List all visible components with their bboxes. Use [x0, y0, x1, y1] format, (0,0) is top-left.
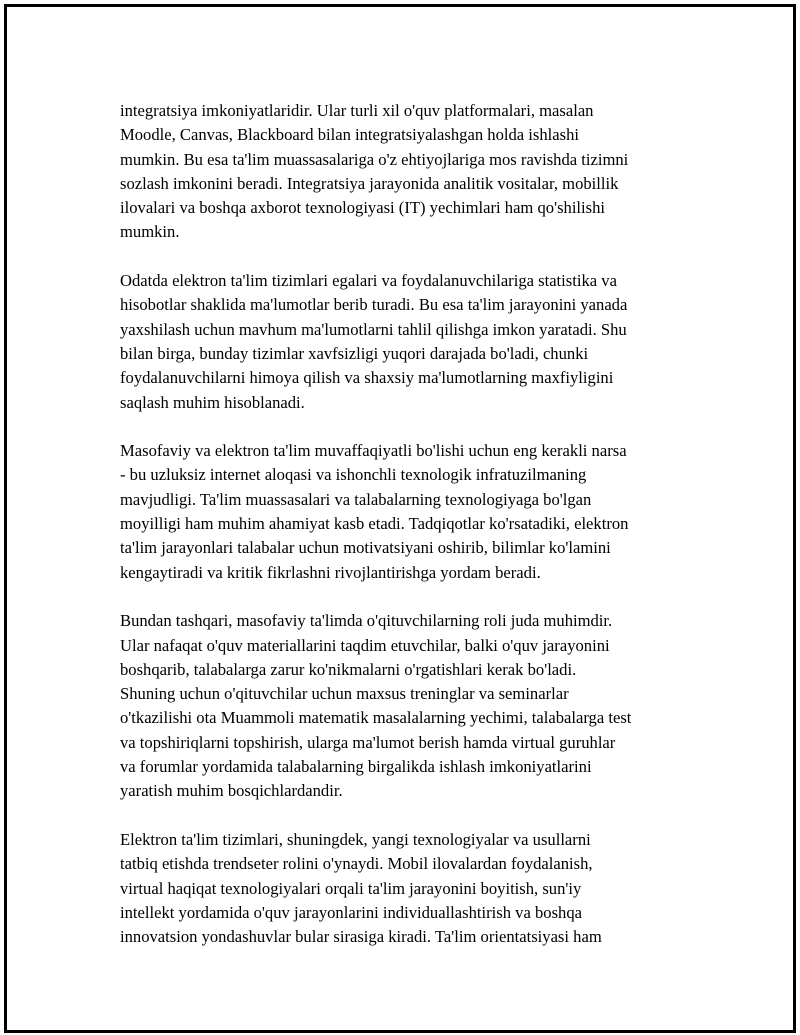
text-line: ilovalari va boshqa axborot texnologiyasi (IT) yechimlari ham qo'shilishi	[120, 198, 606, 218]
text-line: Elektron ta'lim tizimlari, shuningdek, yangi texnologiyalar va usullarni	[120, 829, 591, 849]
text-line: innovatsion yondashuvlar bular sirasiga kiradi. Ta'lim orientatsiyasi ham	[120, 927, 602, 947]
text-line: integratsiya imkoniyatlaridir. Ular turli xil o'quv platformalari, masalan	[120, 101, 594, 120]
text-line: - bu uzluksiz internet aloqasi va ishonchli texnologik infratuzilmaning	[120, 465, 587, 485]
text-line: va forumlar yordamida talabalarning birgalikda ishlash imkoniyatlarini	[120, 757, 592, 777]
paragraph-3	[120, 439, 700, 585]
text-line: ta'lim jarayonlari talabalar uchun motivatsiyani oshirib, bilimlar ko'lamini	[120, 538, 611, 558]
text-line: Bundan tashqari, masofaviy ta'limda o'qituvchilarning roli juda muhimdir.	[120, 611, 613, 631]
text-line: kengaytiradi va kritik fikrlashni rivojlantirishga yordam beradi.	[120, 562, 541, 582]
text-line: mumkin.	[120, 222, 180, 242]
paragraph-4	[120, 609, 700, 803]
text-line: Odatda elektron ta'lim tizimlari egalari va foydalanuvchilariga statistika va	[120, 271, 617, 291]
page-frame	[4, 4, 796, 1033]
document-body	[120, 99, 700, 949]
text-line: mumkin. Bu esa ta'lim muassasalariga o'z ehtiyojlariga mos ravishda tizimni	[120, 149, 629, 169]
paragraph-2	[120, 269, 700, 415]
text-line: yaratish muhim bosqichlardandir.	[120, 781, 343, 801]
paragraph-5	[120, 828, 700, 949]
text-line: Masofaviy va elektron ta'lim muvaffaqiyatli bo'lishi uchun eng kerakli narsa	[120, 441, 627, 461]
text-line: moyilligi ham muhim ahamiyat kasb etadi. Tadqiqotlar ko'rsatadiki, elektron	[120, 514, 629, 534]
text-line: Shuning uchun o'qituvchilar uchun maxsus treninglar va seminarlar	[120, 684, 569, 704]
text-line: Ular nafaqat o'quv materiallarini taqdim etuvchilar, balki o'quv jarayonini	[120, 635, 610, 655]
text-line: foydalanuvchilarni himoya qilish va shaxsiy ma'lumotlarning maxfiyligini	[120, 368, 614, 388]
text-line: saqlash muhim hisoblanadi.	[120, 392, 305, 412]
text-line: Moodle, Canvas, Blackboard bilan integratsiyalashgan holda ishlashi	[120, 125, 579, 145]
text-line: yaxshilash uchun mavhum ma'lumotlarni tahlil qilishga imkon yaratadi. Shu	[120, 319, 627, 339]
text-line: tatbiq etishda trendseter rolini o'ynaydi. Mobil ilovalardan foydalanish,	[120, 854, 593, 874]
paragraph-1	[120, 99, 700, 245]
text-line: virtual haqiqat texnologiyalari orqali ta'lim jarayonini boyitish, sun'iy	[120, 878, 582, 898]
text-line: boshqarib, talabalarga zarur ko'nikmalarni o'rgatishlari kerak bo'ladi.	[120, 659, 577, 679]
text-line: va topshiriqlarni topshirish, ularga ma'lumot berish hamda virtual guruhlar	[120, 732, 616, 752]
text-line: mavjudligi. Ta'lim muassasalari va talabalarning texnologiyaga bo'lgan	[120, 489, 592, 509]
text-line: sozlash imkonini beradi. Integratsiya jarayonida analitik vositalar, mobillik	[120, 173, 619, 193]
text-line: o'tkazilishi ota Muammoli matematik masalalarning yechimi, talabalarga test	[120, 708, 632, 728]
text-line: hisobotlar shaklida ma'lumotlar berib turadi. Bu esa ta'lim jarayonini yanada	[120, 295, 628, 315]
text-line: intellekt yordamida o'quv jarayonlarini individuallashtirish va boshqa	[120, 902, 582, 922]
text-line: bilan birga, bunday tizimlar xavfsizligi yuqori darajada bo'ladi, chunki	[120, 343, 589, 363]
